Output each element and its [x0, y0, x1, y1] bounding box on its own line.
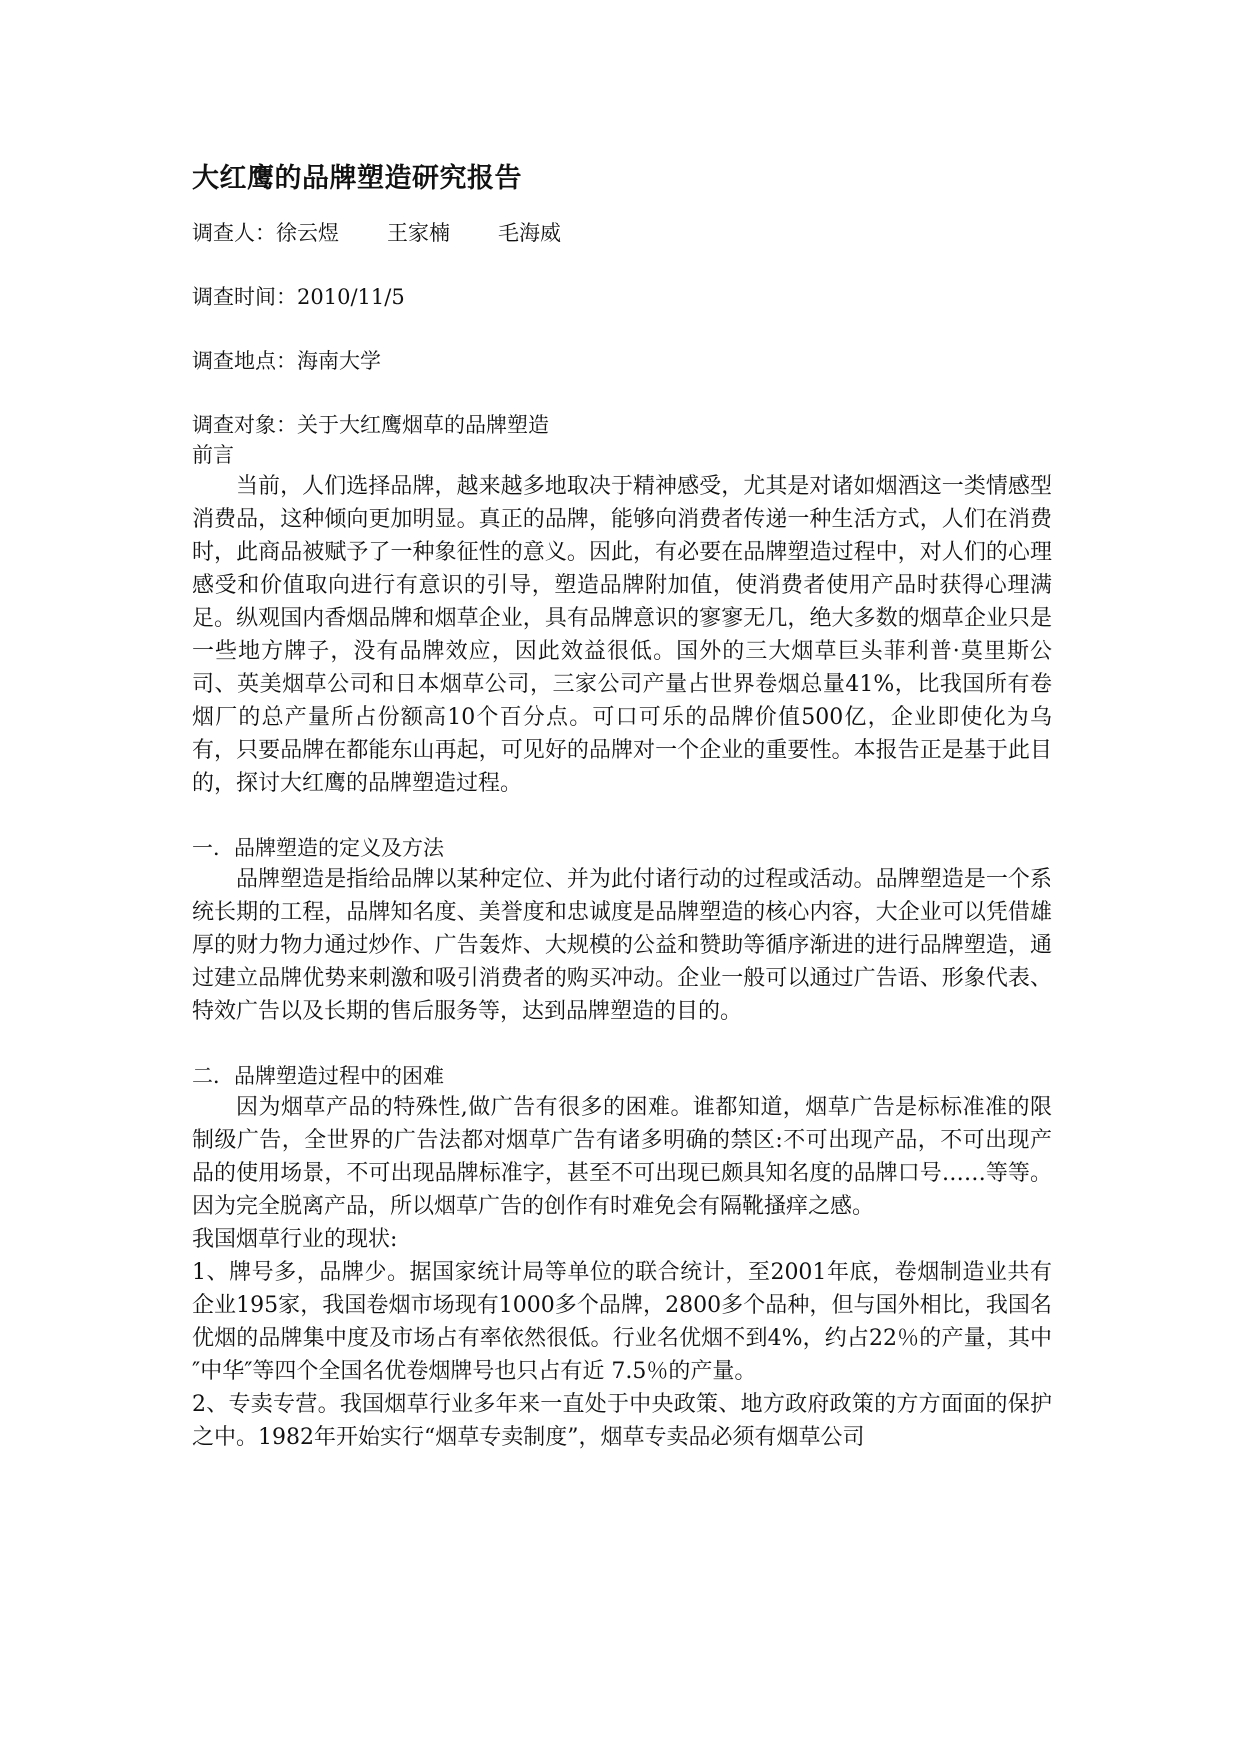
- survey-subject: 调查对象：关于大红鹰烟草的品牌塑造: [192, 413, 549, 437]
- spacer: [192, 1028, 1052, 1061]
- investigators-line: [192, 218, 1052, 248]
- preface-heading: 前言: [192, 443, 234, 467]
- section-heading-2: 二．品牌塑造过程中的困难: [192, 1064, 444, 1088]
- investigator-name: 王家楠: [387, 221, 450, 245]
- investigators-label: 调查人：: [192, 221, 276, 245]
- document-title: 大红鹰的品牌塑造研究报告: [192, 163, 522, 194]
- section-heading-1: 一．品牌塑造的定义及方法: [192, 836, 444, 860]
- preface-paragraph: 当前，人们选择品牌，越来越多地取决于精神感受，尤其是对诸如烟酒这一类情感型消费品，这种倾向更加明显。真正的品牌，能够向消费者传递一种生活方式，人们在消费时，此商品被赋予了一种象征性的意义。因此，有必要在品牌塑造过程中，对人们的心理感受和价值取向进行有意识的引导，塑造品牌附加值，使消费者使用产品时获得心理满足。纵观国内香烟品牌和烟草企业，具有品牌意识的寥寥无几，绝大多数的烟草企业只是一些地方牌子，没有品牌效应，因此效益很低。国外的三大烟草巨头菲利普·莫里斯公司、英美烟草公司和日本烟草公司，三家公司产量占世界卷烟总量41%，比我国所有卷烟厂的总产量所占份额高10个百分点。可口可乐的品牌价值500亿，企业即使化为乌有，只要品牌在都能东山再起，可见好的品牌对一个企业的重要性。本报告正是基于此目的，探讨大红鹰的品牌塑造过程。: [192, 474, 1052, 796]
- survey-time: 调查时间：2010/11/5: [192, 285, 405, 309]
- investigator-name: 毛海威: [498, 221, 561, 245]
- status-point-1: 1、牌号多，品牌少。据国家统计局等单位的联合统计，至2001年底，卷烟制造业共有企业195家，我国卷烟市场现有1000多个品牌，2800多个品种，但与国外相比，我国名优烟的品牌集中度及市场占有率依然很低。行业名优烟不到4%，约占22％的产量，其中 ″中华″等四个全国名优卷烟牌号也只占有近 7.5％的产量。: [192, 1260, 1052, 1384]
- survey-place: 调查地点：海南大学: [192, 349, 381, 373]
- document-body: [192, 160, 1052, 1454]
- section-paragraph-2: 因为烟草产品的特殊性,做广告有很多的困难。谁都知道，烟草广告是标标准准的限制级广告，全世界的广告法都对烟草广告有诸多明确的禁区:不可出现产品，不可出现产品的使用场景，不可出现品牌标准字，甚至不可出现已颇具知名度的品牌口号……等等。因为完全脱离产品，所以烟草广告的创作有时难免会有隔靴搔痒之感。: [192, 1095, 1052, 1219]
- status-point-2: 2、专卖专营。我国烟草行业多年来一直处于中央政策、地方政府政策的方方面面的保护之中。1982年开始实行“烟草专卖制度”，烟草专卖品必须有烟草公司: [192, 1392, 1052, 1450]
- spacer: [192, 800, 1052, 833]
- investigator-name: 徐云煜: [276, 221, 339, 245]
- section-paragraph-1: 品牌塑造是指给品牌以某种定位、并为此付诸行动的过程或活动。品牌塑造是一个系统长期的工程，品牌知名度、美誉度和忠诚度是品牌塑造的核心内容，大企业可以凭借雄厚的财力物力通过炒作、广告轰炸、大规模的公益和赞助等循序渐进的进行品牌塑造，通过建立品牌优势来刺激和吸引消费者的购买冲动。企业一般可以通过广告语、形象代表、特效广告以及长期的售后服务等，达到品牌塑造的目的。: [192, 867, 1052, 1024]
- status-heading: 我国烟草行业的现状:: [192, 1227, 398, 1252]
